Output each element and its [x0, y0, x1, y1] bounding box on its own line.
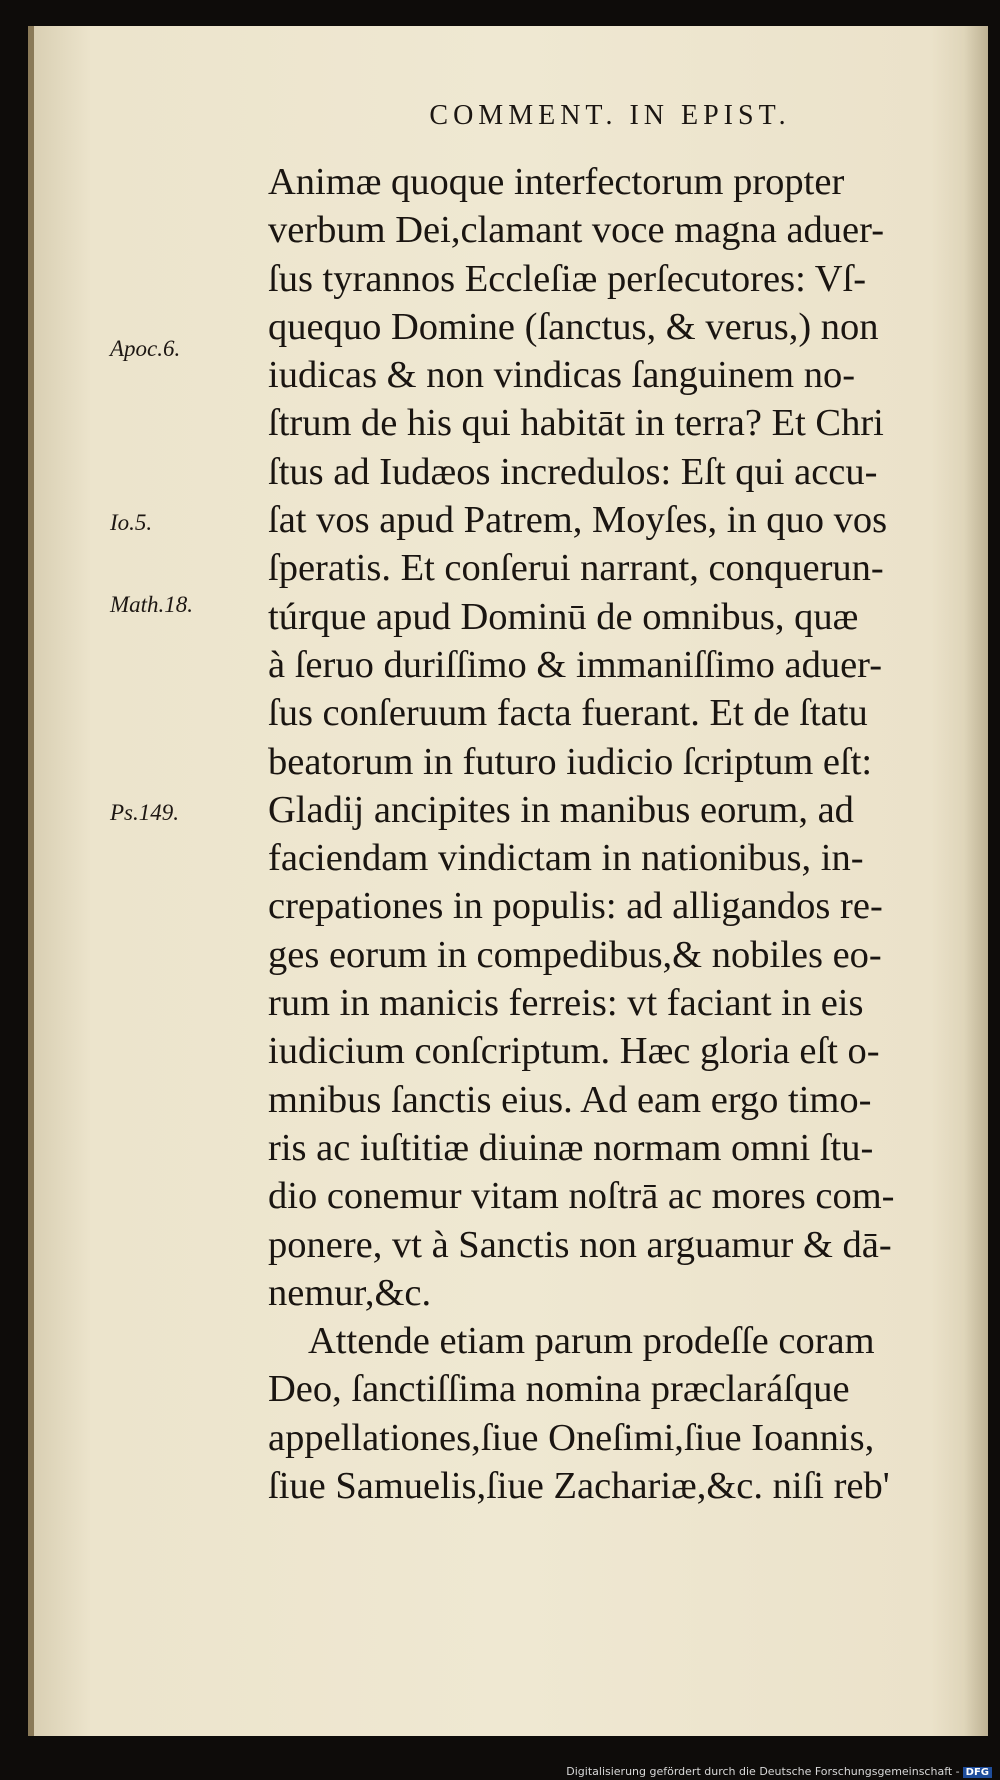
text-line: ponere, vt à Sanctis non arguamur & dā- [268, 1223, 892, 1266]
text-line: Attende etiam parum prodeſſe coram [308, 1320, 875, 1363]
text-line: appellationes,ſiue Oneſimi,ſiue Ioannis, [268, 1416, 875, 1459]
text-line: ſiue Samuelis,ſiue Zachariæ,&c. niſi reb' [268, 1465, 890, 1508]
text-line: ſperatis. Et conſerui narrant, conquerun- [268, 547, 884, 590]
text-line: mnibus ſanctis eius. Ad eam ergo timo- [268, 1078, 872, 1121]
text-line: quequo Domine (ſanctus, & verus,) non [268, 305, 879, 348]
text-line: ſtrum de his qui habitāt in terra? Et Chri [268, 402, 884, 445]
text-line: Gladij ancipites in manibus eorum, ad [268, 788, 854, 831]
credit-text: Digitalisierung gefördert durch die Deutsche Forschungsgemeinschaft - [566, 1765, 960, 1778]
digitization-credit [566, 1765, 992, 1778]
text-line: ſat vos apud Patrem, Moyſes, in quo vos [268, 499, 888, 542]
text-line: ſus tyrannos Eccleſiæ perſecutores: Vſ- [268, 257, 867, 300]
text-line: ris ac iuſtitiæ diuinæ normam omni ſtu- [268, 1126, 874, 1169]
text-line: ſus conſeruum facta fuerant. Et de ſtatu [268, 692, 868, 735]
text-line: faciendam vindictam in nationibus, in- [268, 837, 864, 880]
text-line: Animæ quoque interfectorum propter [268, 161, 845, 203]
text-line: túrque apud Dominū de omnibus, quæ [268, 595, 859, 638]
text-line: rum in manicis ferreis: vt faciant in eis [268, 982, 864, 1025]
text-line: crepationes in populis: ad alligandos re- [268, 885, 883, 928]
running-head: COMMENT. IN EPIST. [429, 100, 791, 131]
page-edge-shadow [964, 26, 988, 1736]
margin-note-ps: Ps.149. [110, 800, 179, 825]
text-line: verbum Dei,clamant voce magna aduer- [268, 209, 885, 252]
text-line: iudicas & non vindicas ſanguinem no- [268, 354, 856, 397]
text-line: ges eorum in compedibus,& nobiles eo- [268, 933, 882, 976]
text-line: Deo, ſanctiſſima nomina præclaráſque [268, 1368, 850, 1411]
text-line: beatorum in futuro iudicio ſcriptum eſt: [268, 740, 873, 783]
margin-note-apoc: Apoc.6. [110, 336, 181, 361]
text-line: iudicium conſcriptum. Hæc gloria eſt o- [268, 1030, 880, 1073]
margin-note-io: Io.5. [110, 510, 153, 535]
margin-note-math: Math.18. [110, 592, 194, 617]
dfg-logo: DFG [963, 1767, 992, 1778]
text-line: nemur,&c. [268, 1271, 432, 1314]
page-body-text [268, 158, 964, 1510]
text-line: à ſeruo duriſſimo & immaniſſimo aduer- [268, 643, 883, 686]
text-line: ſtus ad Iudæos incredulos: Eſt qui accu- [268, 450, 878, 493]
text-line: dio conemur vitam noſtrā ac mores com- [268, 1175, 895, 1218]
